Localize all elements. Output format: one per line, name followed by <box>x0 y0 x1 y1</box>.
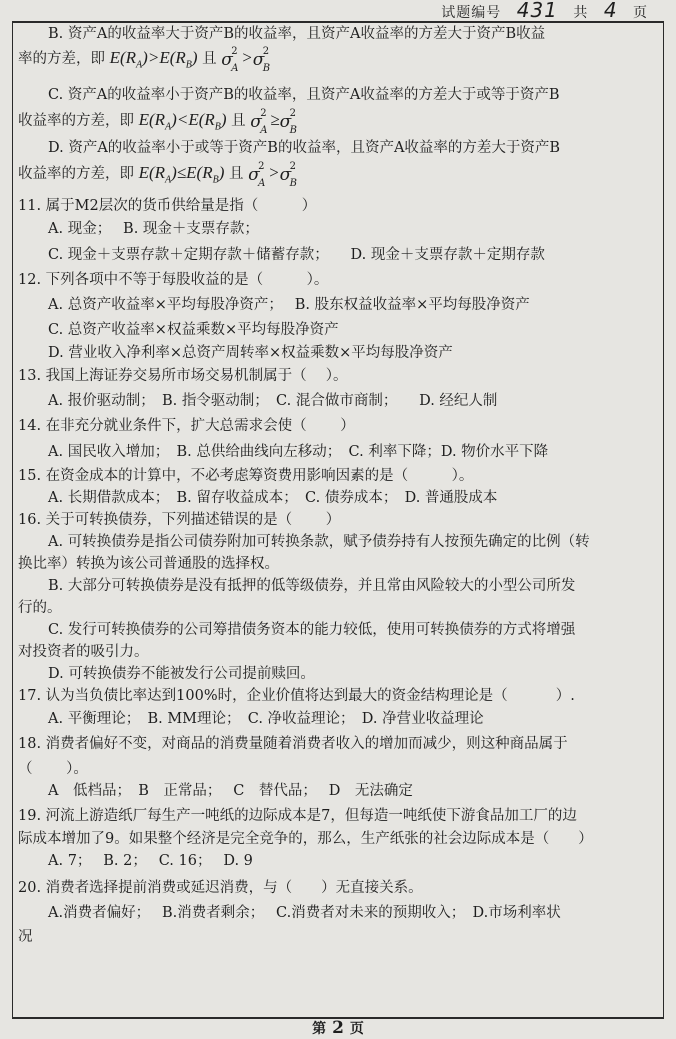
question-17-options: A. 平衡理论； B. MM理论； C. 净收益理论； D. 净营业收益理论 <box>48 711 484 727</box>
question-12-options: D. 营业收入净利率×总资产周转率×权益乘数×平均每股净资产 <box>48 345 453 361</box>
question-18-stem-cont: （ ）。 <box>18 761 88 777</box>
question-20-options-cont: 况 <box>18 929 33 945</box>
exam-header <box>441 0 648 20</box>
q10-option-c-line1: C. 资产A的收益率小于资产B的收益率，且资产A收益率的方差大于或等于资产B <box>48 87 560 103</box>
question-16-option-a: A. 可转换债券是指公司债券附加可转换条款，赋予债券持有人按预先确定的比例（转 <box>48 534 590 550</box>
question-14-stem: 14. 在非充分就业条件下，扩大总需求会使（ ） <box>18 418 355 434</box>
q10-option-b-line2: 率的方差，即 $E(R_A)>E(R_B)$ 且 σ 2 A >σ 2 B <box>18 46 271 74</box>
question-16-stem: 16. 关于可转换债券，下列描述错误的是（ ） <box>18 512 341 528</box>
total-pages-suffix: 页 <box>633 5 648 21</box>
question-12-options: C. 总资产收益率×权益乘数×平均每股净资产 <box>48 322 339 338</box>
question-16-option-b-cont: 行的。 <box>18 600 62 616</box>
question-19-stem-cont: 际成本增加了9。如果整个经济是完全竞争的，那么，生产纸张的社会边际成本是（ ） <box>18 831 593 847</box>
question-14-options: A. 国民收入增加； B. 总供给曲线向左移动； C. 利率下降；D. 物价水平下降 <box>48 444 549 460</box>
question-16-option-b: B. 大部分可转换债券是没有抵押的低等级债券，并且常由风险较大的小型公司所发 <box>48 578 576 594</box>
question-16-option-d: D. 可转换债券不能被发行公司提前赎回。 <box>48 666 315 682</box>
question-11-stem: 11. 属于M2层次的货币供给量是指（ ） <box>18 198 317 214</box>
question-11-options: C. 现金＋支票存款＋定期存款＋储蓄存款； D. 现金＋支票存款＋定期存款 <box>48 247 545 263</box>
question-20-stem: 20. 消费者选择提前消费或延迟消费，与（ ）无直接关系。 <box>18 880 423 896</box>
question-15-options: A. 长期借款成本； B. 留存收益成本； C. 债券成本； D. 普通股成本 <box>48 490 498 506</box>
question-13-stem: 13. 我国上海证券交易所市场交易机制属于（ ）。 <box>18 368 348 384</box>
question-18-stem: 18. 消费者偏好不变，对商品的消费量随着消费者收入的增加而减少，则这种商品属于 <box>18 736 568 752</box>
question-16-option-a-cont: 换比率）转换为该公司普通股的选择权。 <box>18 556 279 572</box>
page-number: 第 2 页 <box>312 1018 364 1038</box>
q10-option-d-line2: 收益率的方差，即 $E(R_A)\le E(R_B)$ 且 σ 2 A >σ 2 B <box>18 161 297 189</box>
question-17-stem: 17. 认为当负债比率达到100%时，企业价值将达到最大的资金结构理论是（ ）. <box>18 688 575 704</box>
question-15-stem: 15. 在资金成本的计算中，不必考虑筹资费用影响因素的是（ ）。 <box>18 468 474 484</box>
question-20-options: A.消费者偏好； B.消费者剩余； C.消费者对未来的预期收入； D.市场利率状 <box>48 905 561 921</box>
total-pages: 4 <box>603 0 618 22</box>
question-13-options: A. 报价驱动制； B. 指令驱动制； C. 混合做市商制； D. 经纪人制 <box>48 393 498 409</box>
exam-code: 431 <box>516 0 558 22</box>
question-19-stem: 19. 河流上游造纸厂每生产一吨纸的边际成本是7，但每造一吨纸使下游食品加工厂的边 <box>18 808 577 824</box>
question-19-options: A. 7； B. 2； C. 16； D. 9 <box>48 853 253 869</box>
q10-option-c-line2: 收益率的方差，即 $E(R_A)<E(R_B)$ 且 σ 2 A ≥σ 2 B <box>18 108 297 136</box>
question-12-stem: 12. 下列各项中不等于每股收益的是（ ）。 <box>18 272 329 288</box>
question-11-options: A. 现金； B. 现金＋支票存款； <box>48 221 259 237</box>
q10-option-b-line1: B. 资产A的收益率大于资产B的收益率，且资产A收益率的方差大于资产B收益 <box>48 26 546 42</box>
total-pages-prefix: 共 <box>573 5 589 21</box>
question-18-options: A 低档品； B 正常品； C 替代品； D 无法确定 <box>48 783 413 799</box>
question-12-options: A. 总资产收益率×平均每股净资产； B. 股东权益收益率×平均每股净资产 <box>48 297 530 313</box>
q10-option-d-line1: D. 资产A的收益率小于或等于资产B的收益率，且资产A收益率的方差大于资产B <box>48 140 561 156</box>
exam-code-label: 试题编号 <box>441 5 502 21</box>
question-16-option-c-cont: 对投资者的吸引力。 <box>18 644 149 660</box>
question-16-option-c: C. 发行可转换债券的公司筹措债务资本的能力较低，使用可转换债券的方式将增强 <box>48 622 576 638</box>
